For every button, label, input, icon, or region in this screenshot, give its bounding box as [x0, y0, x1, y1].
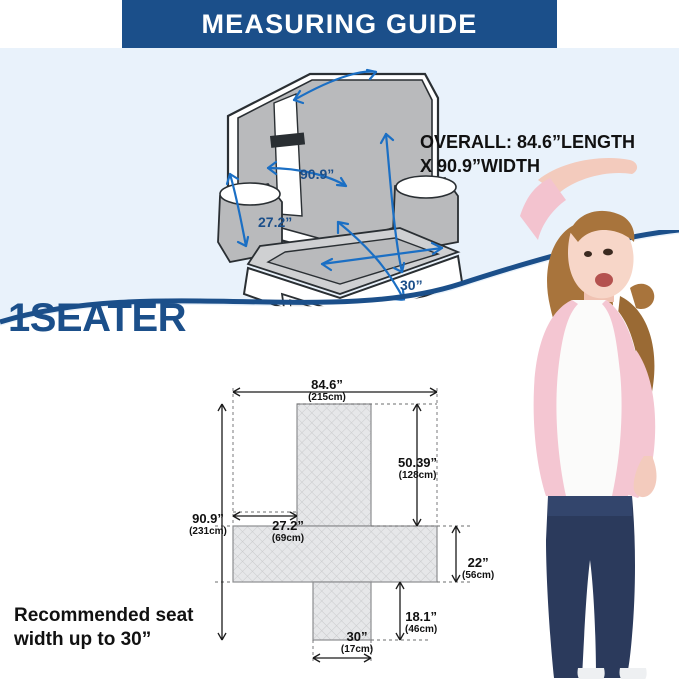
- recommendation-line-1: Recommended seat: [14, 605, 194, 626]
- recommendation-text: [14, 604, 254, 652]
- flat-label-total-width: 90.9” (231cm): [189, 511, 227, 538]
- child-illustration: [480, 120, 679, 679]
- overall-line-1: OVERALL: 84.6”LENGTH: [420, 132, 636, 152]
- seater-label: 1SEATER: [8, 296, 187, 340]
- header-banner: [122, 0, 557, 48]
- flat-label-back-height: 50.39” (128cm): [398, 455, 438, 482]
- page-title: MEASURING GUIDE: [201, 8, 478, 39]
- chair-dim-back-width: 90.9”: [300, 166, 335, 182]
- child-photo: [480, 120, 679, 679]
- recommendation-line-2: width up to 30”: [14, 628, 152, 650]
- flat-label-seat-depth: 22” (56cm): [462, 555, 495, 582]
- flat-label-skirt-height: 18.1” (46cm): [405, 609, 438, 636]
- flat-label-bottom-width: 30” (17cm): [340, 629, 374, 656]
- overall-line-2: X 90.9”WIDTH: [420, 156, 541, 177]
- flat-label-top-width: 84.6” (215cm): [308, 377, 346, 404]
- chair-dim-arm-width: 27.2”: [258, 214, 293, 230]
- chair-dim-seat-width: 30”: [400, 277, 423, 293]
- flat-label-arm-width: 27.2” (69cm): [271, 518, 305, 545]
